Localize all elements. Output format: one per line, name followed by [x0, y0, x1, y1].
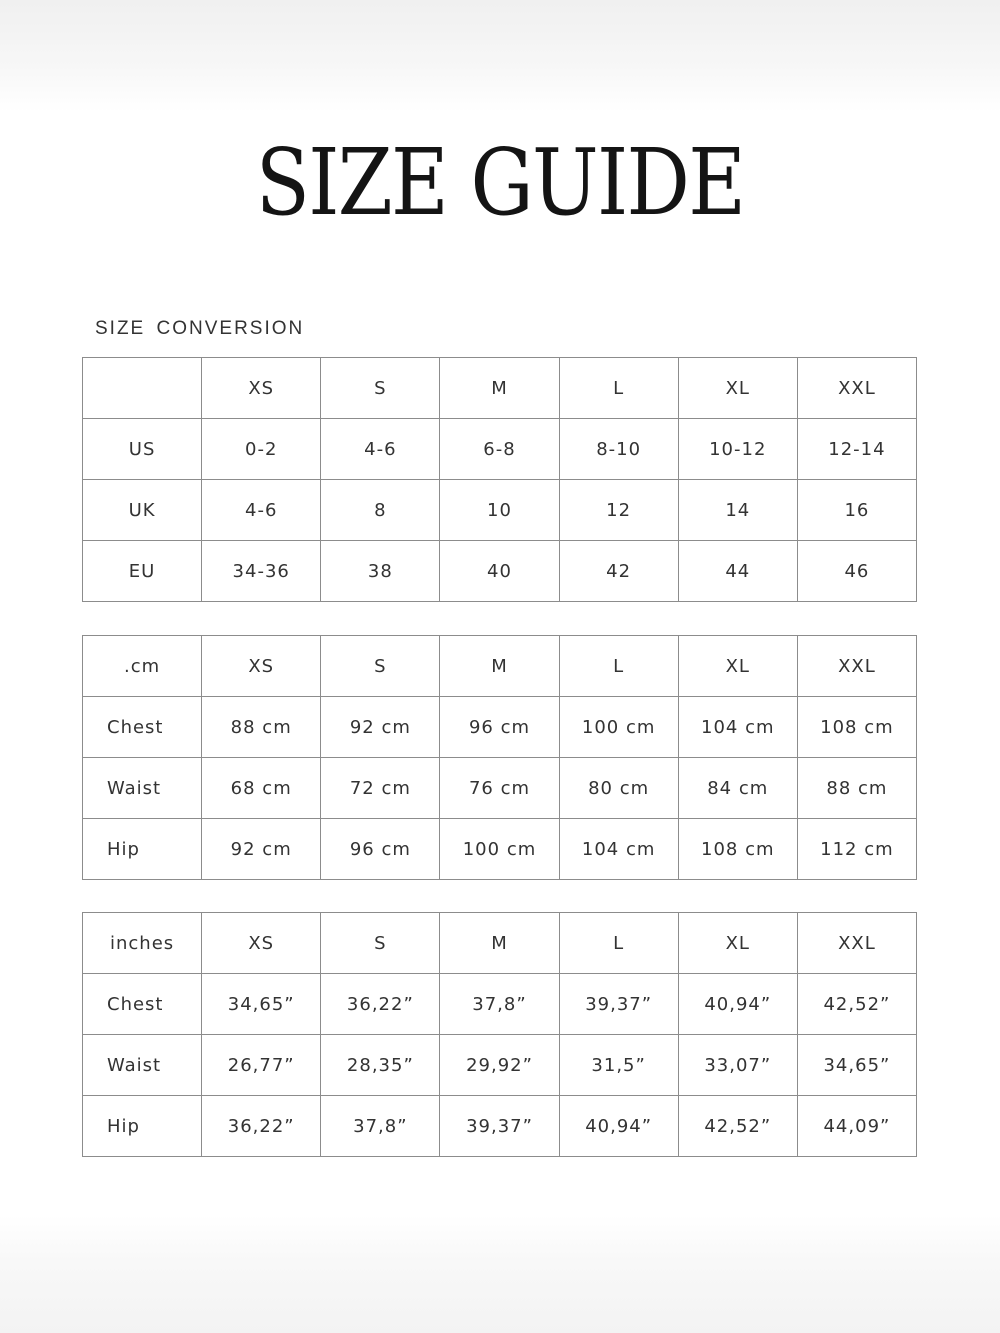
- table-row: [83, 419, 917, 480]
- header-row: [83, 358, 917, 419]
- size-header-cell: L: [559, 358, 678, 419]
- value-cell: 10: [440, 480, 559, 541]
- value-cell: 40: [440, 541, 559, 602]
- inches-measurements-table: [82, 912, 917, 1157]
- size-header-cell: XS: [202, 358, 321, 419]
- value-cell: 34-36: [202, 541, 321, 602]
- value-cell: 42,52”: [797, 974, 916, 1035]
- value-cell: 33,07”: [678, 1035, 797, 1096]
- row-label-cell: Chest: [83, 974, 202, 1035]
- value-cell: 44,09”: [797, 1096, 916, 1157]
- value-cell: 42,52”: [678, 1096, 797, 1157]
- value-cell: 16: [797, 480, 916, 541]
- value-cell: 108 cm: [797, 697, 916, 758]
- value-cell: 8: [321, 480, 440, 541]
- row-label-cell: Hip: [83, 819, 202, 880]
- table-row: [83, 758, 917, 819]
- row-label-cell: Waist: [83, 758, 202, 819]
- size-header-cell: XS: [202, 636, 321, 697]
- section-label: SIZE CONVERSION: [95, 318, 305, 339]
- size-conversion-table: [82, 357, 917, 602]
- value-cell: 96 cm: [321, 819, 440, 880]
- size-header-cell: S: [321, 913, 440, 974]
- value-cell: 4-6: [202, 480, 321, 541]
- value-cell: 80 cm: [559, 758, 678, 819]
- value-cell: 84 cm: [678, 758, 797, 819]
- value-cell: 36,22”: [202, 1096, 321, 1157]
- value-cell: 37,8”: [321, 1096, 440, 1157]
- size-header-cell: XL: [678, 913, 797, 974]
- table-row: [83, 480, 917, 541]
- size-header-cell: S: [321, 358, 440, 419]
- value-cell: 8-10: [559, 419, 678, 480]
- header-row: [83, 913, 917, 974]
- value-cell: 34,65”: [797, 1035, 916, 1096]
- row-label-cell: Hip: [83, 1096, 202, 1157]
- size-header-cell: L: [559, 636, 678, 697]
- size-header-cell: M: [440, 913, 559, 974]
- table-row: [83, 1096, 917, 1157]
- value-cell: 26,77”: [202, 1035, 321, 1096]
- value-cell: 12-14: [797, 419, 916, 480]
- size-header-cell: XL: [678, 636, 797, 697]
- table-row: [83, 697, 917, 758]
- value-cell: 38: [321, 541, 440, 602]
- size-header-cell: XL: [678, 358, 797, 419]
- size-header-cell: L: [559, 913, 678, 974]
- value-cell: 37,8”: [440, 974, 559, 1035]
- value-cell: 46: [797, 541, 916, 602]
- table-row: [83, 1035, 917, 1096]
- value-cell: 92 cm: [321, 697, 440, 758]
- value-cell: 88 cm: [202, 697, 321, 758]
- value-cell: 12: [559, 480, 678, 541]
- size-header-cell: XXL: [797, 636, 916, 697]
- row-label-cell: Chest: [83, 697, 202, 758]
- table-row: [83, 541, 917, 602]
- value-cell: 39,37”: [559, 974, 678, 1035]
- value-cell: 100 cm: [440, 819, 559, 880]
- value-cell: 0-2: [202, 419, 321, 480]
- size-header-cell: XS: [202, 913, 321, 974]
- value-cell: 100 cm: [559, 697, 678, 758]
- value-cell: 44: [678, 541, 797, 602]
- top-shade: [0, 0, 1000, 112]
- value-cell: 14: [678, 480, 797, 541]
- value-cell: 72 cm: [321, 758, 440, 819]
- value-cell: 108 cm: [678, 819, 797, 880]
- size-header-cell: S: [321, 636, 440, 697]
- corner-cell: [83, 358, 202, 419]
- page-title: SIZE GUIDE: [255, 129, 745, 236]
- value-cell: 92 cm: [202, 819, 321, 880]
- size-header-cell: M: [440, 358, 559, 419]
- value-cell: 10-12: [678, 419, 797, 480]
- table-row: [83, 974, 917, 1035]
- value-cell: 36,22”: [321, 974, 440, 1035]
- value-cell: 29,92”: [440, 1035, 559, 1096]
- value-cell: 76 cm: [440, 758, 559, 819]
- value-cell: 28,35”: [321, 1035, 440, 1096]
- cm-measurements-table: [82, 635, 917, 880]
- row-label-cell: EU: [83, 541, 202, 602]
- header-row: [83, 636, 917, 697]
- row-label-cell: US: [83, 419, 202, 480]
- corner-cell: .cm: [83, 636, 202, 697]
- value-cell: 88 cm: [797, 758, 916, 819]
- size-header-cell: XXL: [797, 913, 916, 974]
- value-cell: 39,37”: [440, 1096, 559, 1157]
- value-cell: 104 cm: [559, 819, 678, 880]
- row-label-cell: UK: [83, 480, 202, 541]
- size-header-cell: M: [440, 636, 559, 697]
- corner-cell: inches: [83, 913, 202, 974]
- table-row: [83, 819, 917, 880]
- value-cell: 31,5”: [559, 1035, 678, 1096]
- size-header-cell: XXL: [797, 358, 916, 419]
- row-label-cell: Waist: [83, 1035, 202, 1096]
- value-cell: 6-8: [440, 419, 559, 480]
- value-cell: 40,94”: [559, 1096, 678, 1157]
- value-cell: 42: [559, 541, 678, 602]
- bottom-shade: [0, 1215, 1000, 1333]
- value-cell: 68 cm: [202, 758, 321, 819]
- value-cell: 4-6: [321, 419, 440, 480]
- value-cell: 112 cm: [797, 819, 916, 880]
- value-cell: 34,65”: [202, 974, 321, 1035]
- value-cell: 96 cm: [440, 697, 559, 758]
- value-cell: 104 cm: [678, 697, 797, 758]
- value-cell: 40,94”: [678, 974, 797, 1035]
